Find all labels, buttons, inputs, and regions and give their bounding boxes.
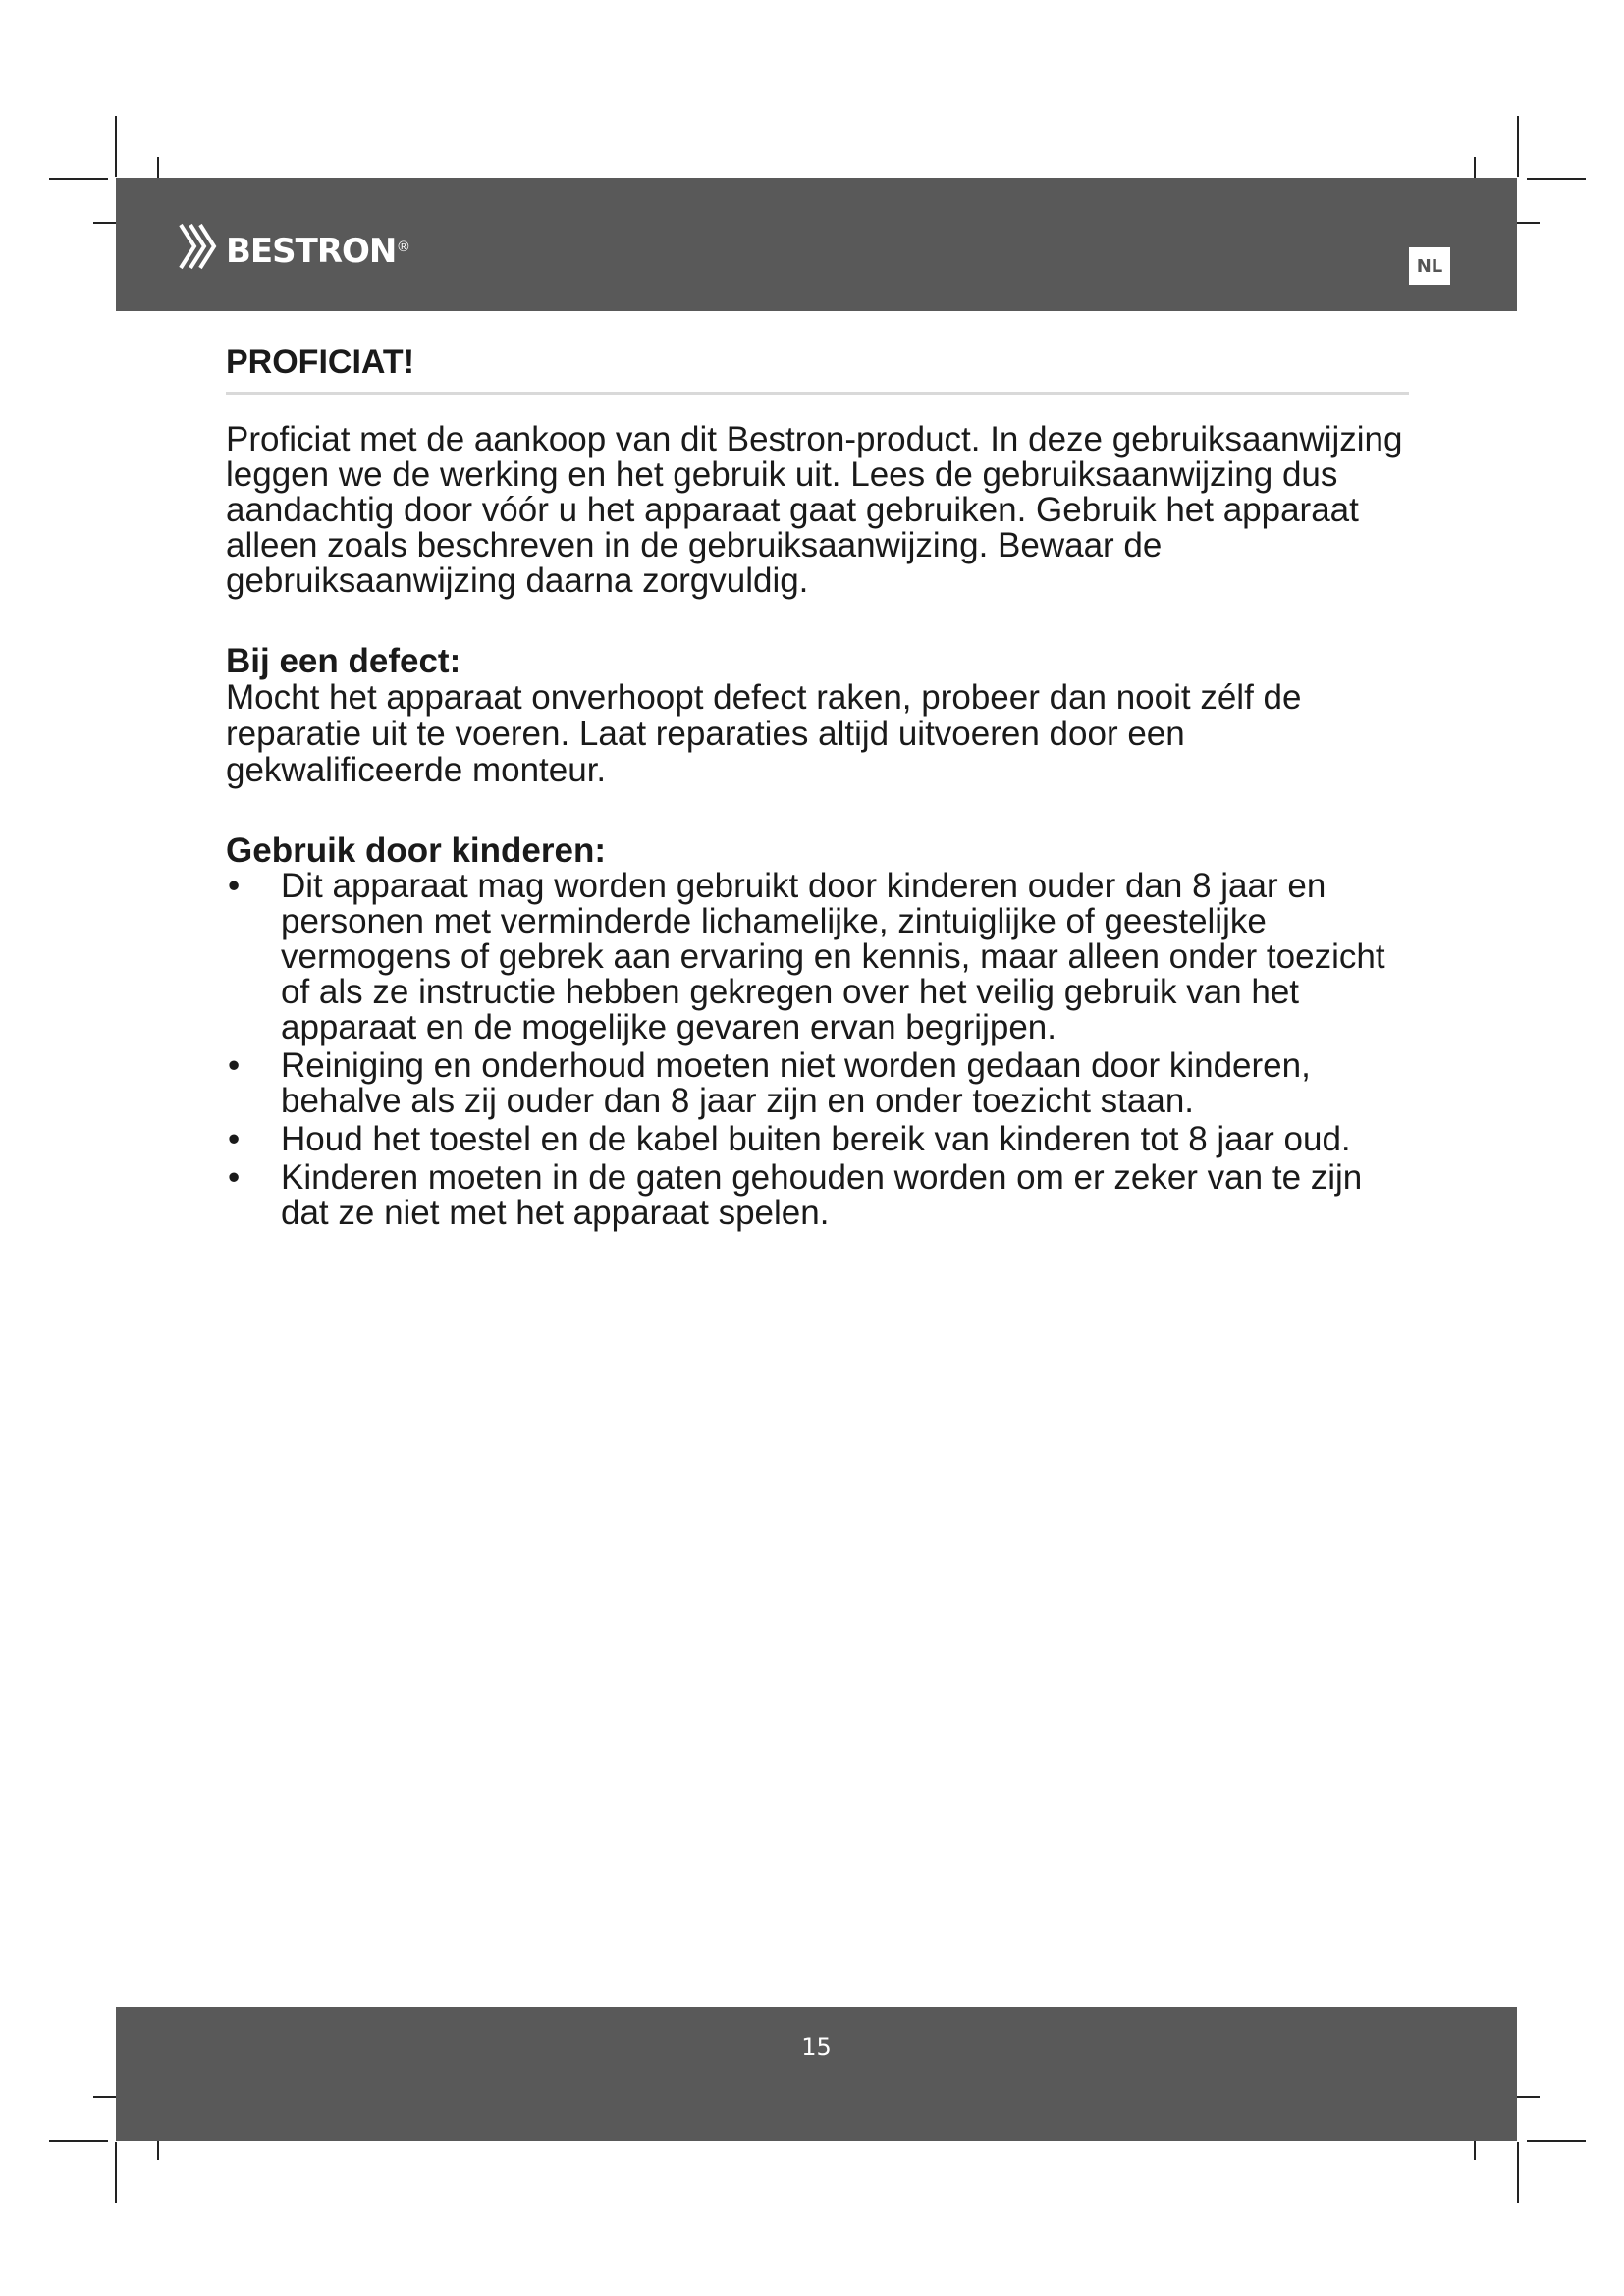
bullet-icon: • <box>228 1046 241 1085</box>
crop-mark <box>1527 178 1586 180</box>
list-item-text: Kinderen moeten in de gaten gehouden worden om er zeker van te zijn dat ze niet met het apparaat spelen. <box>281 1158 1363 1232</box>
crop-mark <box>49 178 108 180</box>
bullet-icon: • <box>228 1120 241 1158</box>
registered-mark-icon: ® <box>398 238 409 255</box>
footer-bar <box>116 2007 1517 2141</box>
list-item <box>226 1160 1409 1231</box>
children-heading: Gebruik door kinderen: <box>226 831 606 870</box>
crop-mark <box>1517 116 1519 177</box>
crop-mark <box>115 116 117 177</box>
list-item <box>226 869 1409 1045</box>
defect-paragraph: Mocht het apparaat onverhoopt defect raken, probeer dan nooit zélf de reparatie uit te voeren. Laat reparaties altijd uitvoeren door een gekwalificeerde monteur. <box>226 678 1302 789</box>
list-item-text: Dit apparaat mag worden gebruikt door kinderen ouder dan 8 jaar en personen met verminderde lichamelijke, zintuiglijke of geestelijke vermogens of gebrek aan ervaring en kennis, maar alleen onder toezicht of als ze instructie hebben gekregen over het veilig gebruik van het apparaat en de mogelijke gevaren ervan begrijpen. <box>281 867 1385 1046</box>
language-badge: NL <box>1409 247 1450 285</box>
crop-mark <box>49 2140 108 2142</box>
defect-heading: Bij een defect: <box>226 642 461 680</box>
page-title: PROFICIAT! <box>226 344 1409 395</box>
children-list <box>226 869 1409 1231</box>
header-bar <box>116 178 1517 311</box>
page-number: 15 <box>801 2033 832 2060</box>
main-content <box>226 344 1409 1231</box>
crop-mark <box>115 2142 117 2203</box>
intro-paragraph: Proficiat met de aankoop van dit Bestron-product. In deze gebruiksaanwijzing leggen we de werking en het gebruik uit. Lees de gebruiksaanwijzing dus aandachtig door vóór u het apparaat gaat gebruiken. Gebruik het apparaat alleen zoals beschreven in de gebruiksaanwijzing. Bewaar de gebruiksaanwijzing daarna zorgvuldig. <box>226 420 1403 600</box>
list-item-text: Houd het toestel en de kabel buiten bereik van kinderen tot 8 jaar oud. <box>281 1120 1351 1158</box>
list-item <box>226 1048 1409 1119</box>
brand-name: bestron <box>226 219 397 274</box>
crop-mark <box>1517 2142 1519 2203</box>
crop-mark <box>1527 2140 1586 2142</box>
bullet-icon: • <box>228 867 241 905</box>
list-item <box>226 1122 1409 1157</box>
list-item-text: Reiniging en onderhoud moeten niet worden gedaan door kinderen, behalve als zij ouder dan 8 jaar zijn en onder toezicht staan. <box>281 1046 1311 1120</box>
bestron-logo <box>179 217 408 276</box>
chevrons-icon <box>179 223 218 270</box>
bullet-icon: • <box>228 1158 241 1197</box>
